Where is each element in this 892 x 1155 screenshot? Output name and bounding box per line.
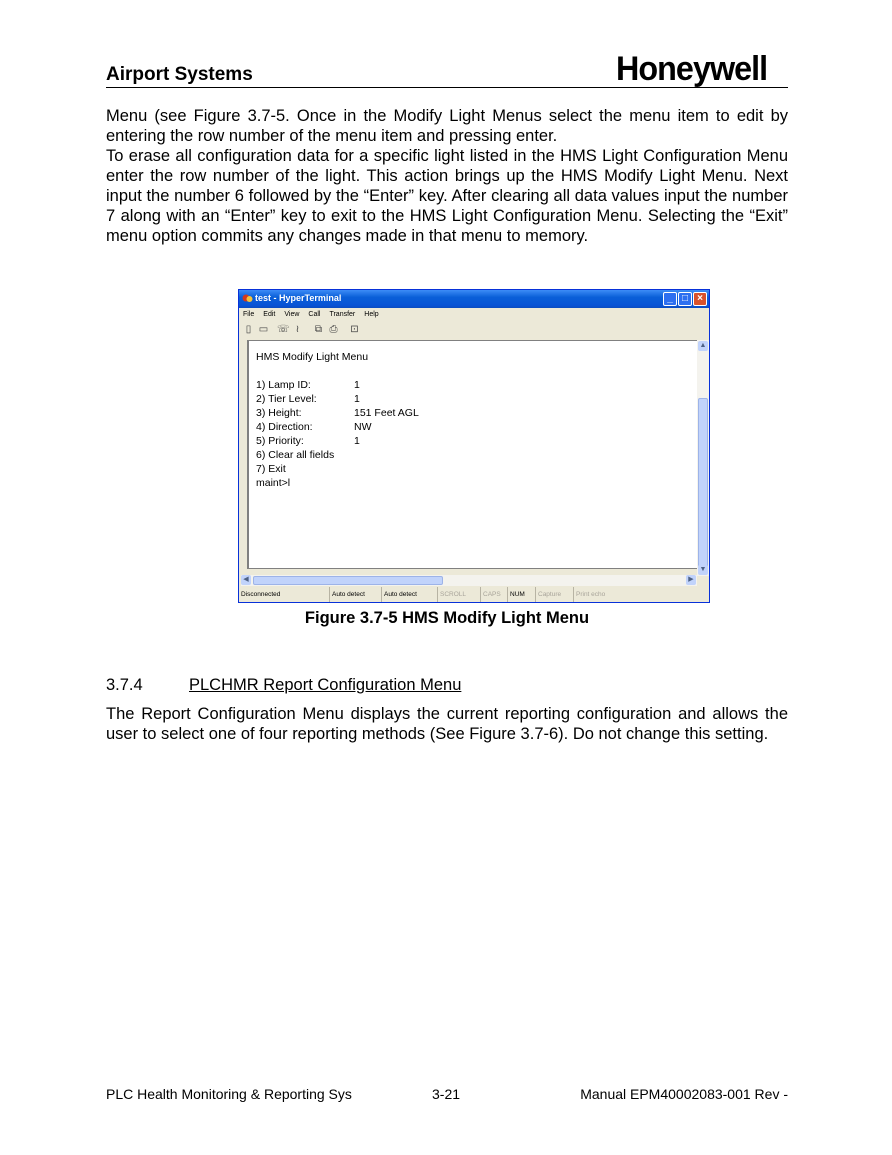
menu-item-value: 1	[354, 435, 360, 447]
section-title: PLCHMR Report Configuration Menu	[189, 676, 462, 694]
header-title: Airport Systems	[106, 64, 253, 85]
horizontal-scroll-thumb[interactable]	[253, 576, 443, 585]
disconnect-icon[interactable]: ≀	[295, 324, 300, 335]
menu-call[interactable]: Call	[308, 311, 321, 318]
status-scroll: SCROLL	[437, 587, 466, 602]
window-titlebar[interactable]	[239, 290, 709, 308]
maximize-icon[interactable]: □	[678, 292, 692, 306]
scroll-up-icon[interactable]: ▲	[699, 342, 707, 349]
footer-left: PLC Health Monitoring & Reporting Sys	[106, 1086, 352, 1102]
status-bar	[239, 587, 709, 602]
footer-right: Manual EPM40002083-001 Rev -	[580, 1086, 788, 1102]
intro-text	[106, 106, 788, 246]
terminal-heading: HMS Modify Light Menu	[256, 351, 369, 363]
section-number: 3.7.4	[106, 676, 143, 694]
scroll-right-icon[interactable]: ▶	[686, 575, 696, 585]
menu-item-value: 1	[354, 379, 360, 391]
page-number: 3-21	[432, 1086, 461, 1102]
menu-view[interactable]: View	[284, 311, 300, 318]
vertical-scroll-thumb[interactable]	[698, 398, 708, 568]
menu-item-label: 4) Direction:	[256, 421, 313, 433]
menu-item-value: 151 Feet AGL	[354, 407, 419, 419]
header-rule	[106, 87, 788, 88]
menu-item-label: 2) Tier Level:	[256, 393, 317, 405]
properties-icon[interactable]: ⊡	[350, 324, 359, 335]
open-icon[interactable]: ▭	[258, 324, 269, 335]
horizontal-scrollbar[interactable]	[241, 575, 697, 586]
menu-transfer[interactable]: Transfer	[329, 311, 356, 318]
window-title: test - HyperTerminal	[255, 293, 342, 303]
menu-bar	[239, 308, 713, 321]
figure-caption: Figure 3.7-5 HMS Modify Light Menu	[304, 609, 590, 627]
menu-item-label: 1) Lamp ID:	[256, 379, 311, 391]
toolbar	[239, 322, 713, 338]
menu-edit[interactable]: Edit	[263, 311, 276, 318]
paragraph-3: The Report Configuration Menu displays the current reporting configuration and allows the user to select one of four reporting methods (See Figure 3.7-6). Do not change this setting.	[106, 705, 788, 743]
menu-item-value: NW	[354, 421, 372, 433]
menu-item-label: 6) Clear all fields	[256, 449, 335, 461]
scroll-left-icon[interactable]: ◀	[241, 575, 251, 585]
hyperterminal-icon	[242, 293, 253, 304]
vertical-scrollbar[interactable]	[697, 340, 709, 576]
honeywell-logo: Honeywell	[616, 50, 768, 88]
status-detect: Auto detect	[329, 587, 365, 602]
status-num: NUM	[507, 587, 525, 602]
paragraph-2: To erase all configuration data for a specific light listed in the HMS Light Configuration Menu enter the row number of the light. This action brings up the HMS Modify Light Menu. Next input the number 6 followed by the “Enter” key. After clearing all data values input the number 7 along with an “Enter” key to exit to the HMS Light Configuration Menu. Selecting the “Exit” menu option commits any changes made in that menu to memory.	[106, 147, 788, 245]
status-connection: Disconnected	[241, 591, 281, 598]
status-caps: CAPS	[480, 587, 501, 602]
menu-item-label: 3) Height:	[256, 407, 302, 419]
receive-icon[interactable]: ⎙	[329, 324, 338, 335]
call-icon[interactable]: ☏	[277, 324, 290, 335]
status-detect: Auto detect	[381, 587, 417, 602]
menu-file[interactable]: File	[243, 311, 255, 318]
send-icon[interactable]: ⧉	[314, 324, 323, 335]
hyperterminal-window	[238, 289, 710, 603]
close-icon[interactable]: ×	[693, 292, 707, 306]
menu-item-label: 5) Priority:	[256, 435, 304, 447]
status-capture: Capture	[535, 587, 561, 602]
section-text	[106, 704, 788, 744]
terminal-screen[interactable]	[247, 340, 699, 569]
minimize-icon[interactable]: _	[663, 292, 677, 306]
menu-item-value: 1	[354, 393, 360, 405]
menu-item-label: 7) Exit	[256, 463, 286, 475]
terminal-prompt: maint>l	[256, 477, 291, 489]
menu-help[interactable]: Help	[364, 311, 379, 318]
paragraph-1: Menu (see Figure 3.7-5. Once in the Modify Light Menus select the menu item to edit by entering the row number of the menu item and pressing enter.	[106, 107, 788, 145]
scroll-down-icon[interactable]: ▼	[699, 566, 707, 573]
status-print-echo: Print echo	[573, 587, 605, 602]
new-icon[interactable]: ▯	[245, 324, 252, 335]
